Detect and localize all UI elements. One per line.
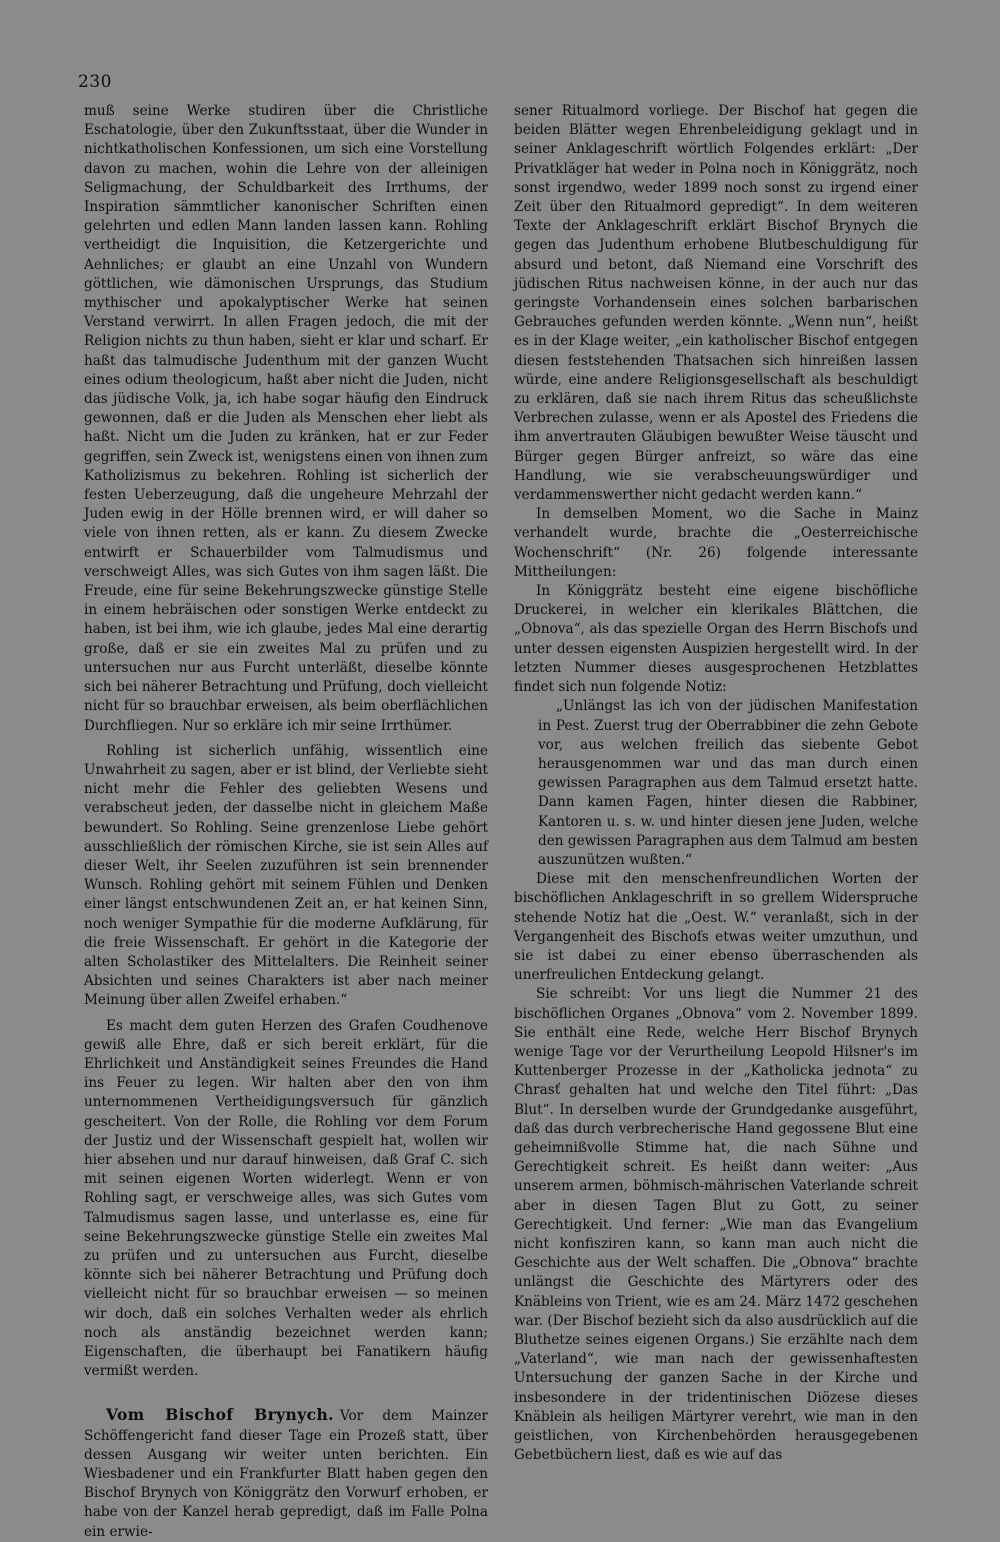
right-column — [514, 102, 918, 1465]
section-heading: Vom Bischof Brynych. — [106, 1405, 334, 1425]
page-number: 230 — [78, 72, 112, 92]
left-paragraph-4 — [84, 1405, 488, 1541]
left-column — [84, 102, 488, 1542]
left-paragraph-2: Rohling ist sicherlich unfähig, wissentlich eine Unwahrheit zu sagen, aber er ist blind, der Verliebte sieht nicht mehr die Fehler des geliebten Wesens und verabscheut jeden, der dasselbe nicht in gleichem Maße bewundert. So Rohling. Seine grenzenlose Liebe gehört ausschließlich der römischen Kirche, sie ist sein Alles auf dieser Welt, ihr Seelen zuzuführen ist sein brennender Wunsch. Rohling gehört mit seinem Fühlen und Denken einer längst entschwundenen Zeit an, er hat keinen Sinn, noch weniger Sympathie für die moderne Aufklärung, für die freie Wissenschaft. Er gehört in die Kategorie der alten Scholastiker des Mittelalters. Die Reinheit seiner Absichten und seines Charakters ist aber nach meiner Meinung über allen Zweifel erhaben.“ — [84, 742, 488, 1009]
right-paragraph-1: sener Ritualmord vorliege. Der Bischof hat gegen die beiden Blätter wegen Ehrenbeleidigung geklagt und in seiner Anklageschrift wörtlich Folgendes erklärt: „Der Privatkläger hat weder in Polna noch in Königgrätz, noch sonst irgendwo, weder 1899 noch sonst zu irgend einer Zeit über den Ritualmord gepredigt“. In dem weiteren Texte der Anklageschrift erklärt Bischof Brynych die gegen das Judenthum erhobene Blutbeschuldigung für absurd und betont, daß Niemand eine Vorschrift des jüdischen Ritus nachweisen könne, in der auch nur das geringste Vorhandensein eines solchen barbarischen Gebrauches gefunden werden könnte. „Wenn nun“, heißt es in der Klage weiter, „ein katholischer Bischof entgegen diesen feststehenden Thatsachen sich hinreißen lassen würde, eine andere Religionsgesellschaft als beschuldigt zu erklären, daß sie nach ihrem Ritus das scheußlichste Verbrechen zulasse, wenn er als Apostel des Friedens die ihm anvertrauten Gläubigen bewußter Weise täuscht und Bürger gegen Bürger anfreizt, so wäre das eine Handlung, wie sie verabscheuungswürdiger und verdammenswerther nicht gedacht werden kann.“ — [514, 103, 918, 504]
right-paragraph-3: In Königgrätz besteht eine eigene bischöfliche Druckerei, in welcher ein klerikales Blättchen, die „Obnova“, als das spezielle Organ des Herrn Bischofs und unter dessen eigensten Auspizien hergestellt wird. In der letzten Nummer dieses ausgesprochenen Hetzblattes findet sich nun folgende Notiz: — [514, 583, 918, 696]
right-paragraph-4: Diese mit den menschenfreundlichen Worten der bischöflichen Anklageschrift in so grellem Widerspruche stehende Notiz hat die „Oest. W.“ veranlaßt, sich in der Vergangenheit des Bischofs etwas weiter umzuthun, und sie ist dabei zu einer ebenso überraschenden als unerfreulichen Entdeckung gelangt. — [514, 871, 918, 984]
right-paragraph-5: Sie schreibt: Vor uns liegt die Nummer 21 des bischöflichen Organes „Obnova“ vom 2. November 1899. Sie enthält eine Rede, welche Herr Bischof Brynych wenige Tage vor der Verurtheilung Leopold Hilsner's im Kuttenberger Prozesse in der „Katholicka jednota“ zu Chrasť gehalten hat und welche den Titel führt: „Das Blut“. In derselben wurde der Grundgedanke ausgeführt, daß das durch verbrecherische Hand gegossene Blut eine geheimnißvolle Stimme hat, die nach Sühne und Gerechtigkeit schreit. Es heißt dann weiter: „Aus unserem armen, böhmisch-mährischen Vaterlande schreit aber in diesen Tagen Blut zu Gott, zu seiner Gerechtigkeit. Und ferner: „Wie man das Evangelium nicht konfisziren kann, so kann man auch nicht die Geschichte aus der Welt schaffen. Die „Obnova“ brachte unlängst die Geschichte des Märtyrers oder des Knäbleins von Trient, wie es am 24. März 1472 geschehen war. (Der Bischof bezieht sich da also ausdrücklich auf die Bluthetze seines eigenen Organs.) Sie erzählte nach dem „Vaterland“, wie man nach der gewissenhaftesten Untersuchung der ganzen Sache in der Kirche und insbesondere in der tridentinischen Diözese dieses Knäblein als heiligen Märtyrer verehrt, wie man in den geistlichen, von Kirchenbehörden herausgegebenen Gebetbüchern liest, daß es wie auf das — [514, 986, 918, 1464]
left-paragraph-1: muß seine Werke studiren über die Christliche Eschatologie, über den Zukunftsstaat, über die Wunder in nichtkatholischen Konfessionen, um sich eine Vorstellung davon zu machen, wohin die Lehre von der alleinigen Seligmachung, der Schuldbarkeit des Irrthums, der Inspiration sämmtlicher kanonischer Schriften einen gelehrten und edlen Mann landen lassen kann. Rohling vertheidigt die Inquisition, die Ketzergerichte und Aehnliches; er glaubt an eine Unzahl von Wundern göttlichen, wie dämonischen Ursprungs, das Studium mythischer und apokalyptischer Werke hat seinen Verstand verwirrt. In allen Fragen jedoch, die mit der Religion nichts zu thun haben, sieht er klar und scharf. Er haßt das talmudische Judenthum mit der ganzen Wucht eines odium theologicum, haßt aber nicht die Juden, nicht das jüdische Volk, ja, ich habe sogar häufig den Eindruck gewonnen, daß er die Juden als Menschen eher liebt als haßt. Nicht um die Juden zu kränken, hat er zur Feder gegriffen, sein Zweck ist, wenigstens einen von ihnen zum Katholizismus zu bekehren. Rohling ist sicherlich der festen Ueberzeugung, daß die ungeheure Mehrzahl der Juden ewig in der Hölle brennen wird, er will daher so viele von ihnen retten, als er kann. Zu diesem Zwecke entwirft er Schauerbilder vom Talmudismus und verschweigt Alles, was sich Gutes von ihm sagen läßt. Die Freude, eine für seine Bekehrungszwecke günstige Stelle in einem hebräischen oder sonstigen Werke entdeckt zu haben, ist bei ihm, wie ich glaube, jedes Mal eine derartig große, daß er sie ein zweites Mal zu prüfen und zu untersuchen nur aus Furcht unterläßt, dieselbe könnte sich bei näherer Betrachtung und Prüfung, doch vielleicht nicht für so brauchbar erweisen, als beim oberflächlichen Durchfliegen. Nur so erkläre ich mir seine Irrthümer. — [84, 103, 488, 734]
left-paragraph-3: Es macht dem guten Herzen des Grafen Coudhenove gewiß alle Ehre, daß er sich bereit erklärt, für die Ehrlichkeit und Anständigkeit seines Freundes die Hand ins Feuer zu legen. Wir halten aber den von ihm unternommenen Vertheidigungsversuch für gänzlich gescheitert. Von der Rolle, die Rohling vor dem Forum der Justiz und der Wissenschaft gespielt hat, wollen wir hier absehen und nur darauf hinweisen, daß Graf C. sich mit seinen eigenen Worten widerlegt. Wenn er von Rohling sagt, er verschweige alles, was sich Gutes vom Talmudismus sagen lasse, und unterlasse es, eine für seine Bekehrungszwecke günstige Stelle ein zweites Mal zu prüfen und zu untersuchen aus Furcht, dieselbe könnte sich bei näherer Betrachtung und Prüfung doch vielleicht nicht für so brauchbar erweisen — so meinen wir doch, daß ein solches Verhalten weder als ehrlich noch als anständig bezeichnet werden kann; Eigenschaften, die überhaupt bei Fanatikern häufig vermißt werden. — [84, 1017, 488, 1380]
right-paragraph-2: In demselben Moment, wo die Sache in Mainz verhandelt wurde, brachte die „Oesterreichische Wochenschrift“ (Nr. 26) folgende interessante Mittheilungen: — [514, 506, 918, 580]
block-quote — [538, 697, 918, 870]
section-body: Vor dem Mainzer Schöffengericht fand dieser Tage ein Prozeß statt, über dessen Ausgang wir weiter unten berichten. Ein Wiesbadener und ein Frankfurter Blatt haben gegen den Bischof Brynych von Königgrätz den Vorwurf erhoben, er habe von der Kanzel herab gepredigt, daß im Falle Polna ein erwie- — [84, 1408, 488, 1540]
quote-text: „Unlängst las ich von der jüdischen Manifestation in Pest. Zuerst trug der Oberrabbiner die zehn Gebote vor, aus welchen freilich das siebente Gebot herausgenommen war und das man durch einen gewissen Paragraphen aus dem Talmud ersetzt hatte. Dann kamen Fagen, hinter diesen die Rabbiner, Kantoren u. s. w. und hinter diesen jene Juden, welche den gewissen Paragraphen aus dem Talmud am besten auszunützen wußten.“ — [538, 698, 918, 868]
